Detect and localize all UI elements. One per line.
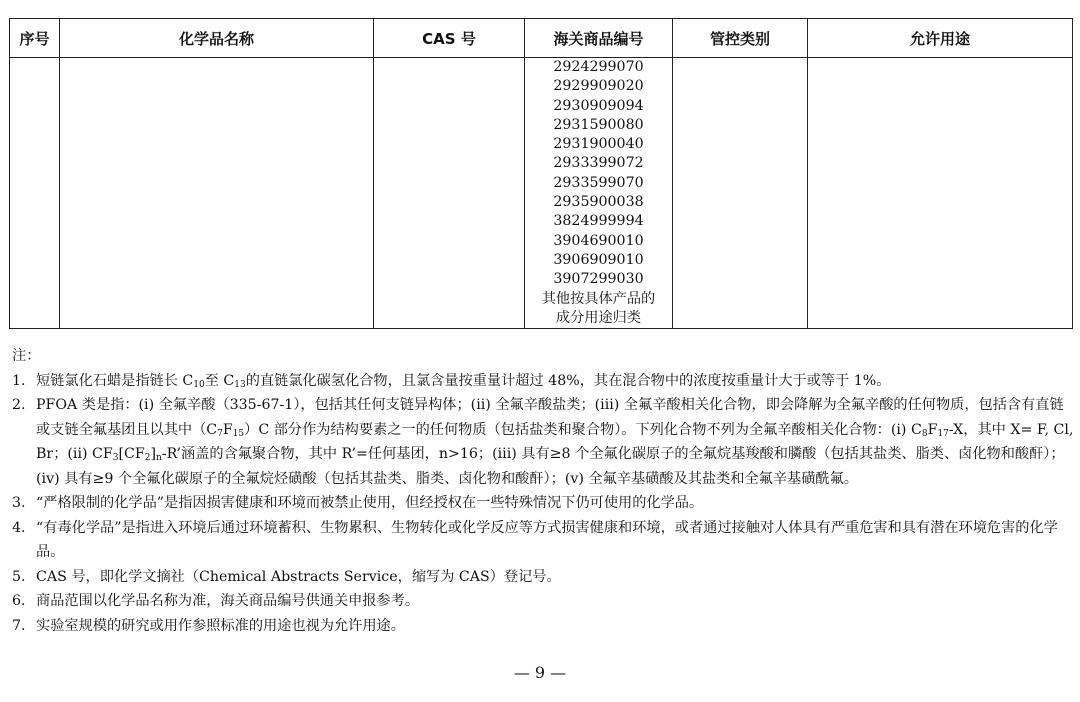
note-number: 2. bbox=[12, 397, 26, 413]
serial-no-cell bbox=[10, 58, 60, 329]
note-text bbox=[36, 369, 1074, 394]
note-3 bbox=[12, 491, 1074, 516]
note-5 bbox=[12, 565, 1074, 590]
note-number: 3. bbox=[12, 495, 26, 511]
customs-code: 2933399072 bbox=[553, 155, 644, 172]
note-subscript: 13 bbox=[234, 379, 246, 390]
note-number: 4. bbox=[12, 519, 26, 536]
cas-no-cell bbox=[374, 58, 525, 329]
note-text: 商品范围以化学品名称为准，海关商品编号供通关申报参考。 bbox=[36, 593, 420, 609]
note-subscript: 7 bbox=[217, 428, 223, 439]
note-7 bbox=[12, 614, 1074, 639]
customs-code: 2933599070 bbox=[553, 174, 644, 191]
header-permitted-use: 允许用途 bbox=[808, 19, 1073, 58]
notes-section bbox=[12, 344, 1074, 638]
note-number: 7. bbox=[12, 617, 26, 634]
note-subscript: n bbox=[156, 453, 162, 463]
header-control-category: 管控类别 bbox=[673, 19, 808, 58]
notes-label: 注： bbox=[12, 348, 41, 364]
customs-code: 2931900040 bbox=[553, 136, 644, 153]
note-fragment: PFOA 类是指：(i) 全氟辛酸（335-67-1），包括其任何支链异构体；(ii) 全氟辛酸盐类；(iii) 全氟辛酸相关化合物，即会降解为全氟辛酸的任何物质，包括含有直链或支链全氟基团且以其中（C bbox=[36, 397, 1064, 438]
customs-code: 2929909020 bbox=[553, 78, 644, 95]
note-text bbox=[36, 393, 1074, 491]
note-1 bbox=[12, 369, 1074, 394]
table-header-row bbox=[10, 19, 1073, 58]
note-fragment: ）C 部分作为结构要素之一的任何物质（包括盐类和聚合物）。下列化合物不列为全氟辛酸相关化合物：(i) C bbox=[244, 421, 922, 438]
customs-code-cell bbox=[525, 58, 673, 329]
note-fragment: ] bbox=[150, 446, 157, 462]
customs-code: 2935900038 bbox=[553, 194, 644, 211]
customs-code: 3906909010 bbox=[553, 251, 644, 268]
note-2 bbox=[12, 393, 1074, 491]
note-4 bbox=[12, 516, 1074, 565]
note-subscript: 17 bbox=[937, 428, 949, 439]
chemical-table bbox=[9, 18, 1073, 329]
note-number: 6. bbox=[12, 593, 26, 609]
customs-code-note: 成分用途归类 bbox=[555, 309, 642, 326]
header-cas-no: CAS 号 bbox=[374, 19, 525, 58]
customs-code: 3824999994 bbox=[553, 213, 644, 230]
note-text: “有毒化学品”是指进入环境后通过环境蓄积、生物累积、生物转化或化学反应等方式损害健康和环境，或者通过接触对人体具有严重危害和具有潜在环境危害的化学品。 bbox=[36, 519, 1058, 560]
header-chemical-name: 化学品名称 bbox=[60, 19, 374, 58]
customs-code: 2924299070 bbox=[553, 59, 644, 75]
chemical-name-cell bbox=[60, 58, 374, 329]
page-number: — 9 — bbox=[513, 663, 567, 682]
customs-code: 3904690010 bbox=[553, 232, 644, 249]
note-text: CAS 号，即化学文摘社（Chemical Abstracts Service，缩写为 CAS）登记号。 bbox=[36, 568, 561, 585]
customs-code: 3907299030 bbox=[553, 271, 644, 288]
permitted-use-cell bbox=[808, 58, 1073, 329]
note-subscript: 15 bbox=[232, 428, 245, 439]
note-fragment: 的直链氯化碳氢化合物，且氯含量按重量计超过 48%，其在混合物中的浓度按重量计大于或等于 1%。 bbox=[245, 372, 891, 389]
note-fragment: -R’涵盖的含氟聚合物，其中 R’=任何基团，n>16；(iii) 具有≥8 个全氟化碳原子的全氟烷基羧酸和膦酸（包括其盐类、脂类、卤化物和酸酐）；(iv) 具有≥9 个全氟化碳原子的全氟烷烃磺酸（包括其盐类、脂类、卤化物和酸酐）；(v) 全氟辛基磺酸及其盐类和全氟辛基磺酰氟。 bbox=[36, 446, 1065, 487]
control-category-cell bbox=[673, 58, 808, 329]
note-6 bbox=[12, 589, 1074, 614]
note-fragment: [CF bbox=[118, 446, 145, 462]
note-fragment: -X，其中 X= F, Cl, Br；(ii) CF bbox=[36, 421, 1074, 462]
note-fragment: F bbox=[927, 421, 938, 438]
note-text: “严格限制的化学品”是指因损害健康和环境而被禁止使用，但经授权在一些特殊情况下仍可使用的化学品。 bbox=[36, 495, 704, 511]
note-fragment: F bbox=[222, 421, 233, 438]
note-number: 5. bbox=[12, 568, 26, 585]
table-row bbox=[10, 58, 1073, 329]
note-fragment: 短链氯化石蜡是指链长 C bbox=[36, 372, 194, 389]
note-subscript: 8 bbox=[921, 428, 928, 439]
customs-code: 2931590080 bbox=[553, 116, 644, 133]
note-subscript: 2 bbox=[144, 453, 151, 463]
note-text: 实验室规模的研究或用作参照标准的用途也视为允许用途。 bbox=[36, 617, 405, 634]
customs-code: 2930909094 bbox=[553, 97, 644, 114]
customs-code-note: 其他按具体产品的 bbox=[541, 290, 656, 307]
note-number: 1. bbox=[12, 372, 26, 389]
note-fragment: 至 C bbox=[204, 372, 235, 389]
note-subscript: 3 bbox=[112, 453, 119, 463]
header-serial-no: 序号 bbox=[10, 19, 60, 58]
note-subscript: 10 bbox=[193, 379, 205, 390]
header-customs-code: 海关商品编号 bbox=[525, 19, 673, 58]
